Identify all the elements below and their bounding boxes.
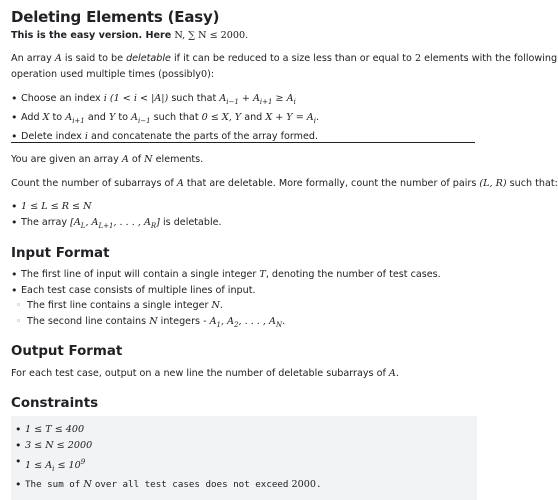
output-format-heading: Output Format bbox=[11, 344, 123, 359]
list-item: • The sum of N over all test cases does not exceed 2000. bbox=[15, 477, 322, 493]
count-line: Count the number of subarrays of A that are deletable. More formally, count the number of pairs (L, R) such that: bbox=[11, 178, 558, 189]
input-format-list bbox=[11, 267, 441, 299]
list-item: • Add X to $A_{i+1}$ and Y to $A_{i-1}$ such that 0 ≤ X, Y and $X + Y = A_i$. bbox=[11, 110, 319, 129]
given-line: You are given an array A of N elements. bbox=[11, 154, 204, 165]
list-item: • Choose an index i (1 < i < |A|) such that $A_{i-1} + A_{i+1} \ge A_i$ bbox=[11, 91, 319, 110]
list-item: • 1 ≤ L ≤ R ≤ N bbox=[11, 199, 222, 215]
list-item: • The array [$A_L$, $A_{L+1}$, . . . , $A_R$] is deletable. bbox=[11, 215, 222, 234]
divider bbox=[11, 142, 475, 143]
list-item: • The first line of input will contain a single integer T, denoting the number of test cases. bbox=[11, 267, 441, 283]
intro-line-1: An array A is said to be deletable if it can be reduced to a size less than or equal to 2 elements with the following bbox=[11, 53, 558, 64]
constraints-list bbox=[15, 422, 322, 493]
input-format-heading: Input Format bbox=[11, 246, 110, 261]
list-item: • 3 ≤ N ≤ 2000 bbox=[15, 438, 322, 454]
operation-list bbox=[11, 91, 319, 145]
list-item: ◦ The second line contains N integers - $A_1$, $A_2$, . . . , $A_N$. bbox=[11, 314, 285, 333]
output-line: For each test case, output on a new line the number of deletable subarrays of A. bbox=[11, 368, 399, 379]
condition-list bbox=[11, 199, 222, 234]
list-item: ◦ The first line contains a single integer N. bbox=[11, 298, 285, 314]
constraints-box bbox=[11, 416, 477, 500]
input-sub-list bbox=[11, 298, 285, 333]
list-item: • 1 ≤ T ≤ 400 bbox=[15, 422, 322, 438]
page-title: Deleting Elements (Easy) bbox=[11, 8, 220, 26]
list-item: • Delete index i and concatenate the parts of the array formed. bbox=[11, 129, 319, 145]
list-item: • Each test case consists of multiple lines of input. bbox=[11, 283, 441, 299]
constraints-heading: Constraints bbox=[11, 396, 99, 411]
list-item: • $1 \le A_i \le 10^9$ bbox=[15, 454, 322, 477]
easy-version-note: This is the easy version. Here N, ∑ N ≤ 2000. bbox=[11, 30, 249, 41]
intro-line-2: operation used multiple times (possibly0): bbox=[11, 69, 215, 80]
